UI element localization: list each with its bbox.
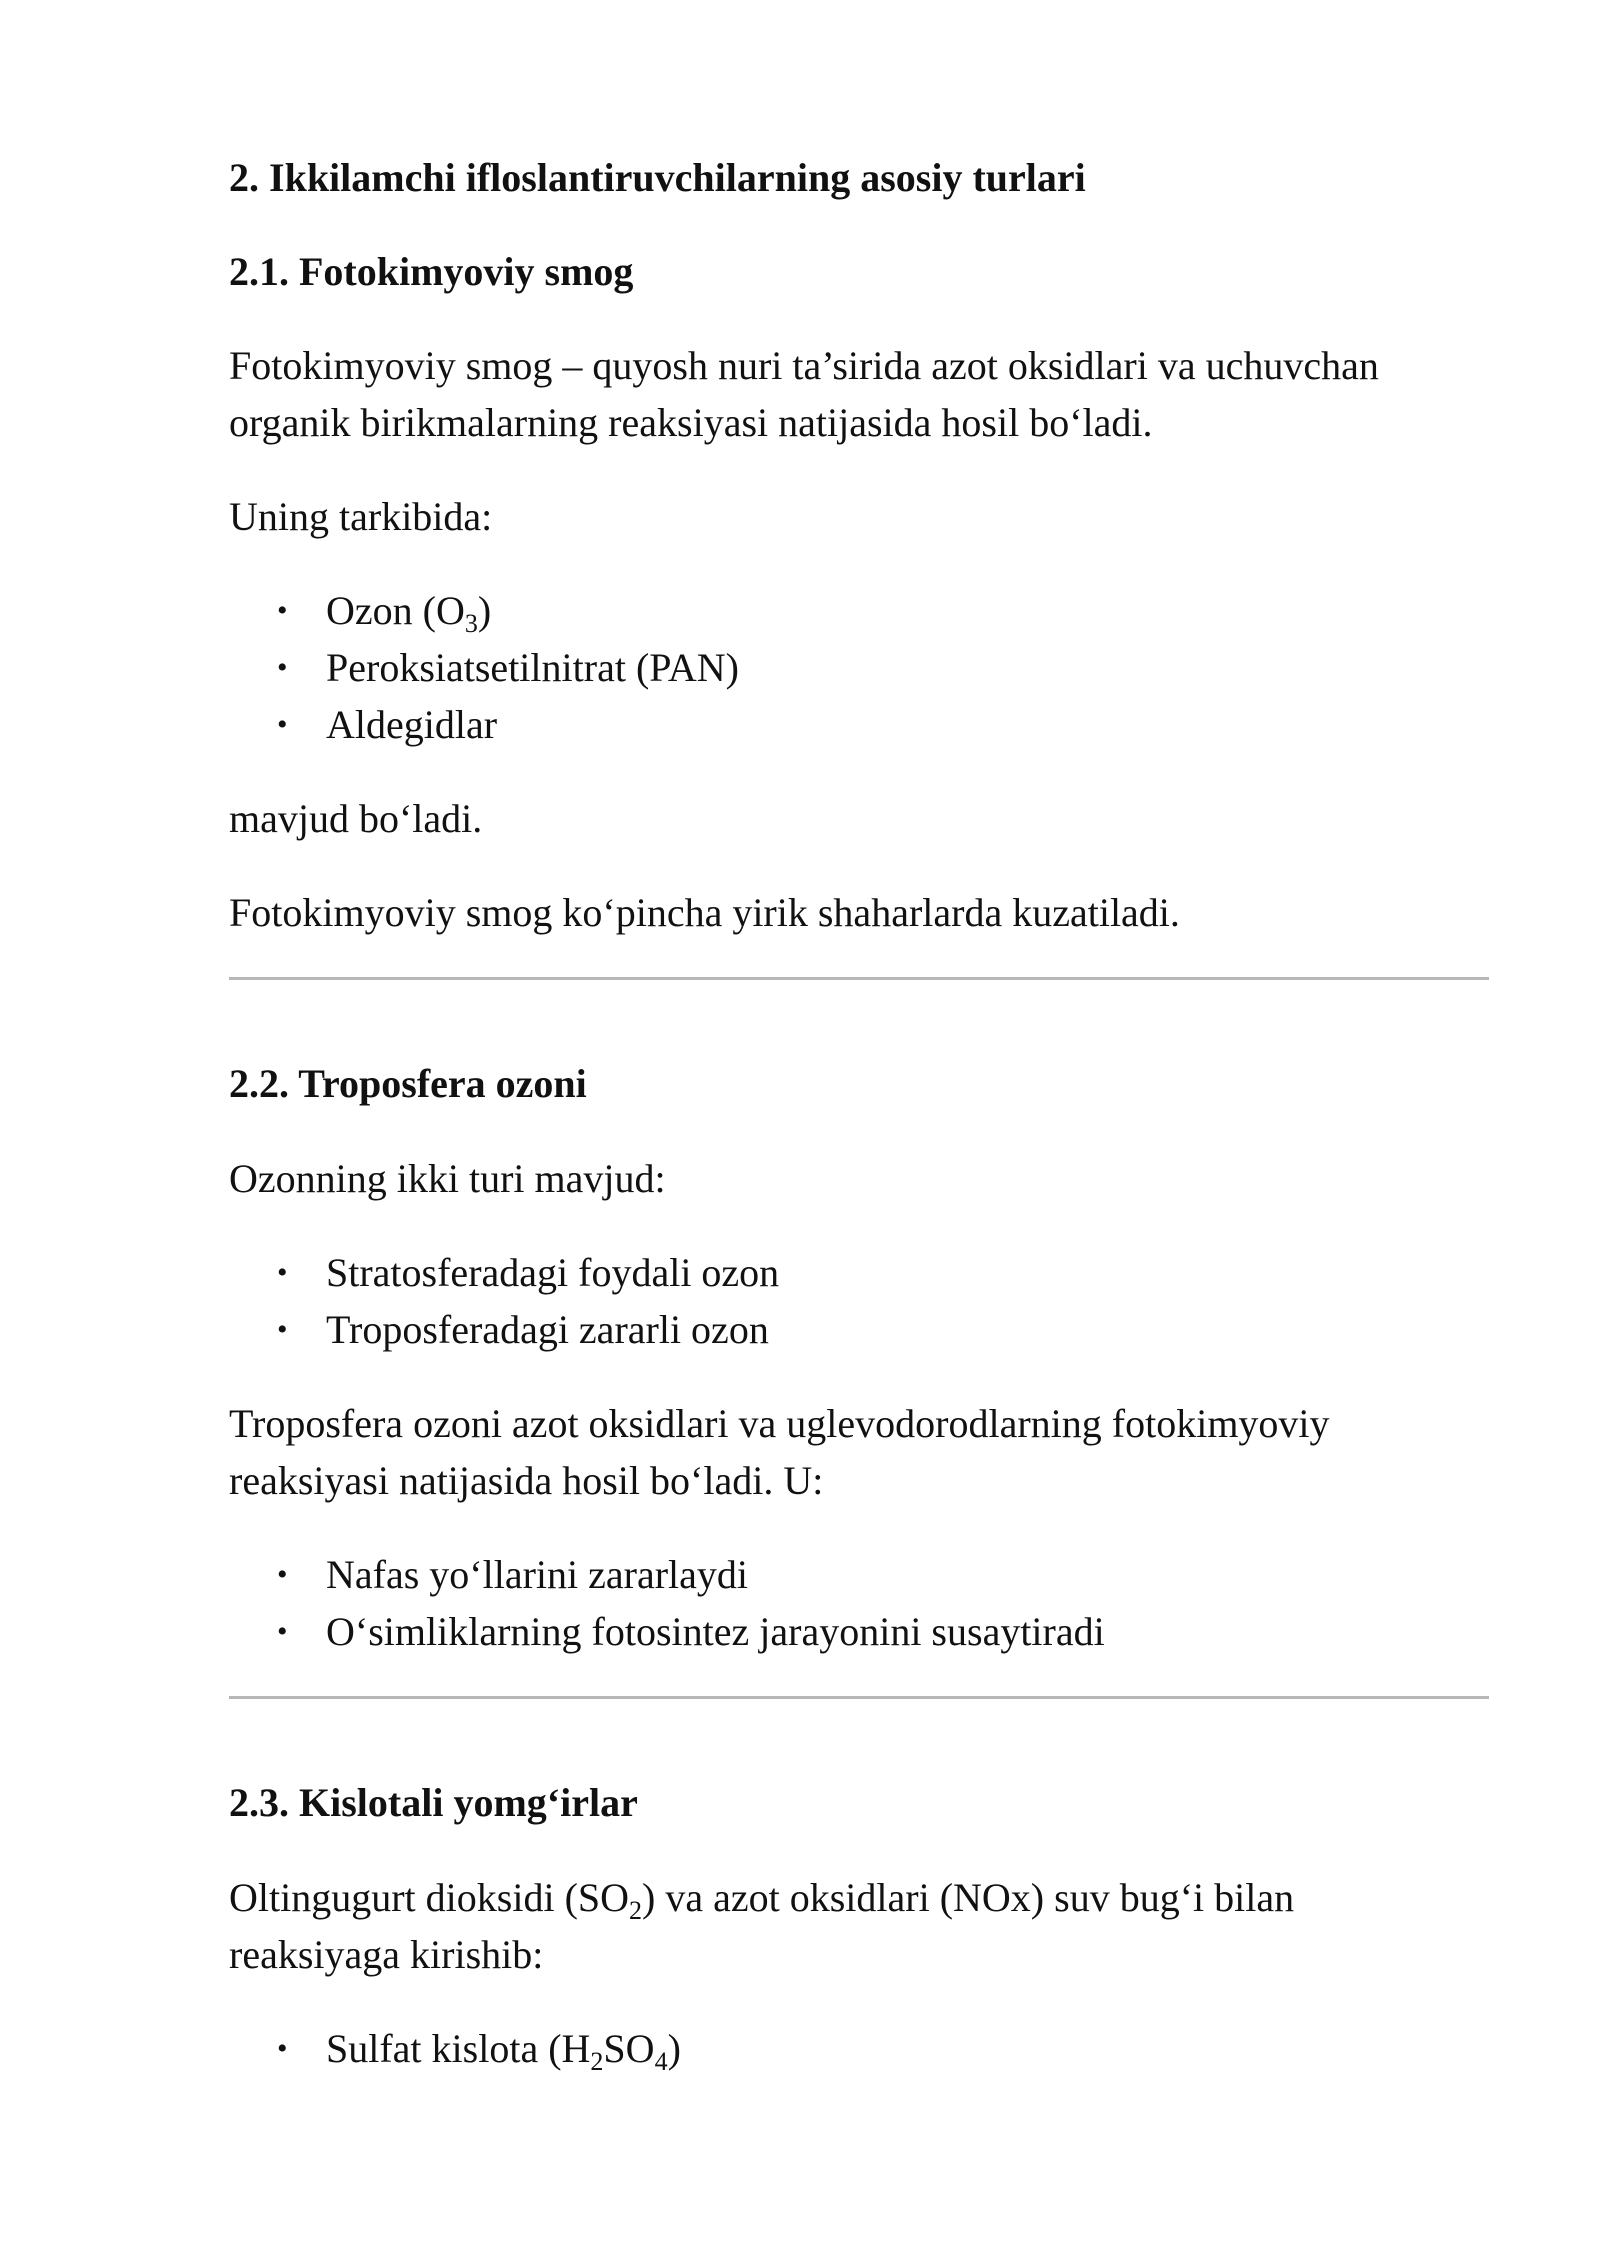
section-2-3-list <box>229 2020 1489 2077</box>
section-2-1-list <box>229 582 1489 753</box>
document-page <box>229 150 1489 2077</box>
bullet-icon: • <box>277 651 288 684</box>
bullet-icon: • <box>277 1615 288 1648</box>
section-2-2-list-1 <box>229 1244 1489 1358</box>
section-2-2-paragraph-1: Ozonning ikki turi mavjud: <box>229 1156 666 1201</box>
section-2-1-paragraph-1 <box>229 337 1489 451</box>
section-divider <box>229 1696 1489 1699</box>
list-item: • O‘simliklarning fotosintez jarayonini susaytiradi <box>229 1603 1489 1660</box>
paragraph-line: reaksiyasi natijasida hosil bo‘ladi. U: <box>229 1458 824 1503</box>
bullet-icon: • <box>277 708 288 741</box>
bullet-icon: • <box>277 1558 288 1591</box>
list-item: • Sulfat kislota $(H_2SO_4)$ <box>229 2020 1489 2077</box>
main-heading: 2. Ikkilamchi ifloslantiruvchilarning asosiy turlari <box>229 155 1086 200</box>
section-2-1-paragraph-3: mavjud bo‘ladi. <box>229 796 483 841</box>
section-2-2-list-2 <box>229 1546 1489 1660</box>
section-2-1-title: 2.1. Fotokimyoviy smog <box>229 249 634 294</box>
paragraph-line: Fotokimyoviy smog – quyosh nuri ta’sirida azot oksidlari va uchuvchan <box>229 343 1379 388</box>
paragraph-line: organik birikmalarning reaksiyasi natijasida hosil bo‘ladi. <box>229 400 1153 445</box>
section-2-3-title: 2.3. Kislotali yomg‘irlar <box>229 1780 638 1825</box>
section-2-1-paragraph-4: Fotokimyoviy smog ko‘pincha yirik shaharlarda kuzatiladi. <box>229 890 1180 935</box>
list-item: • Troposferadagi zararli ozon <box>229 1301 1489 1358</box>
paragraph-line: reaksiyaga kirishib: <box>229 1932 544 1977</box>
bullet-icon: • <box>277 1313 288 1346</box>
bullet-icon: • <box>277 2032 288 2065</box>
section-divider <box>229 977 1489 980</box>
list-item: • Nafas yo‘llarini zararlaydi <box>229 1546 1489 1603</box>
paragraph-line: Troposfera ozoni azot oksidlari va uglevodorodlarning fotokimyoviy <box>229 1401 1330 1446</box>
list-item: • Peroksiatsetilnitrat (PAN) <box>229 639 1489 696</box>
bullet-icon: • <box>277 594 288 627</box>
section-2-2-title: 2.2. Troposfera ozoni <box>229 1061 587 1106</box>
section-2-2-paragraph-2 <box>229 1395 1489 1509</box>
section-2-3-paragraph-1: Oltingugurt dioksidi $(SO_2)$ va azot oksidlari (NOx) suv bug‘i bilan reaksiyaga kirishib: <box>229 1875 1295 1977</box>
list-item: • Stratosferadagi foydali ozon <box>229 1244 1489 1301</box>
section-2-1-paragraph-2: Uning tarkibida: <box>229 494 493 539</box>
list-item: • Aldegidlar <box>229 696 1489 753</box>
list-item: • Ozon $(O_3)$ <box>229 582 1489 639</box>
bullet-icon: • <box>277 1256 288 1289</box>
